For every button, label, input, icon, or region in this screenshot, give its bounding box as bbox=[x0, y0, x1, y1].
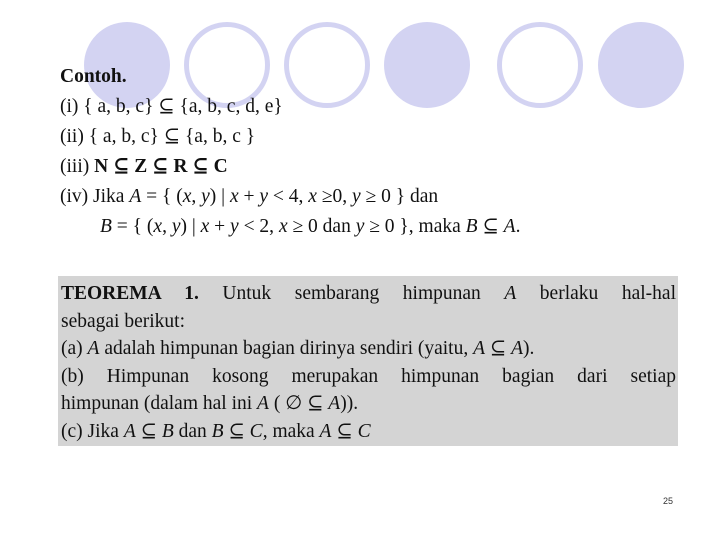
example-block bbox=[60, 62, 690, 242]
example-heading: Contoh. bbox=[60, 66, 127, 87]
theorem-item-c: (c) Jika A ⊆ B dan B ⊆ C, maka A ⊆ C bbox=[61, 420, 371, 442]
theorem-line-2: sebagai berikut: bbox=[61, 310, 185, 332]
example-line-iii: (iii) N ⊆ Z ⊆ R ⊆ C bbox=[60, 156, 228, 177]
theorem-item-a: (a) A adalah himpunan bagian dirinya sendiri (yaitu, A ⊆ A). bbox=[61, 338, 535, 359]
theorem-item-b: (b) Himpunan kosong merupakan himpunan bagian dari setiap bbox=[61, 365, 676, 387]
theorem-box bbox=[58, 276, 678, 446]
page-number: 25 bbox=[663, 496, 674, 506]
theorem-title: TEOREMA 1. bbox=[61, 283, 199, 304]
example-line-iv: (iv) Jika A = { (x, y) | x + y < 4, x ≥0, y ≥ 0 } dan bbox=[60, 186, 439, 207]
example-line-ii: (ii) { a, b, c} ⊆ {a, b, c } bbox=[60, 126, 256, 147]
theorem-item-b-continued: himpunan (dalam hal ini A ( ∅ ⊆ A)). bbox=[61, 393, 359, 414]
example-line-i: (i) { a, b, c} ⊆ {a, b, c, d, e} bbox=[60, 96, 283, 117]
example-line-iv-continued: B = { (x, y) | x + y < 2, x ≥ 0 dan y ≥ 0 }, maka B ⊆ A. bbox=[100, 216, 521, 237]
theorem-line-1: TEOREMA 1. Untuk sembarang himpunan A berlaku hal-hal bbox=[61, 283, 676, 304]
